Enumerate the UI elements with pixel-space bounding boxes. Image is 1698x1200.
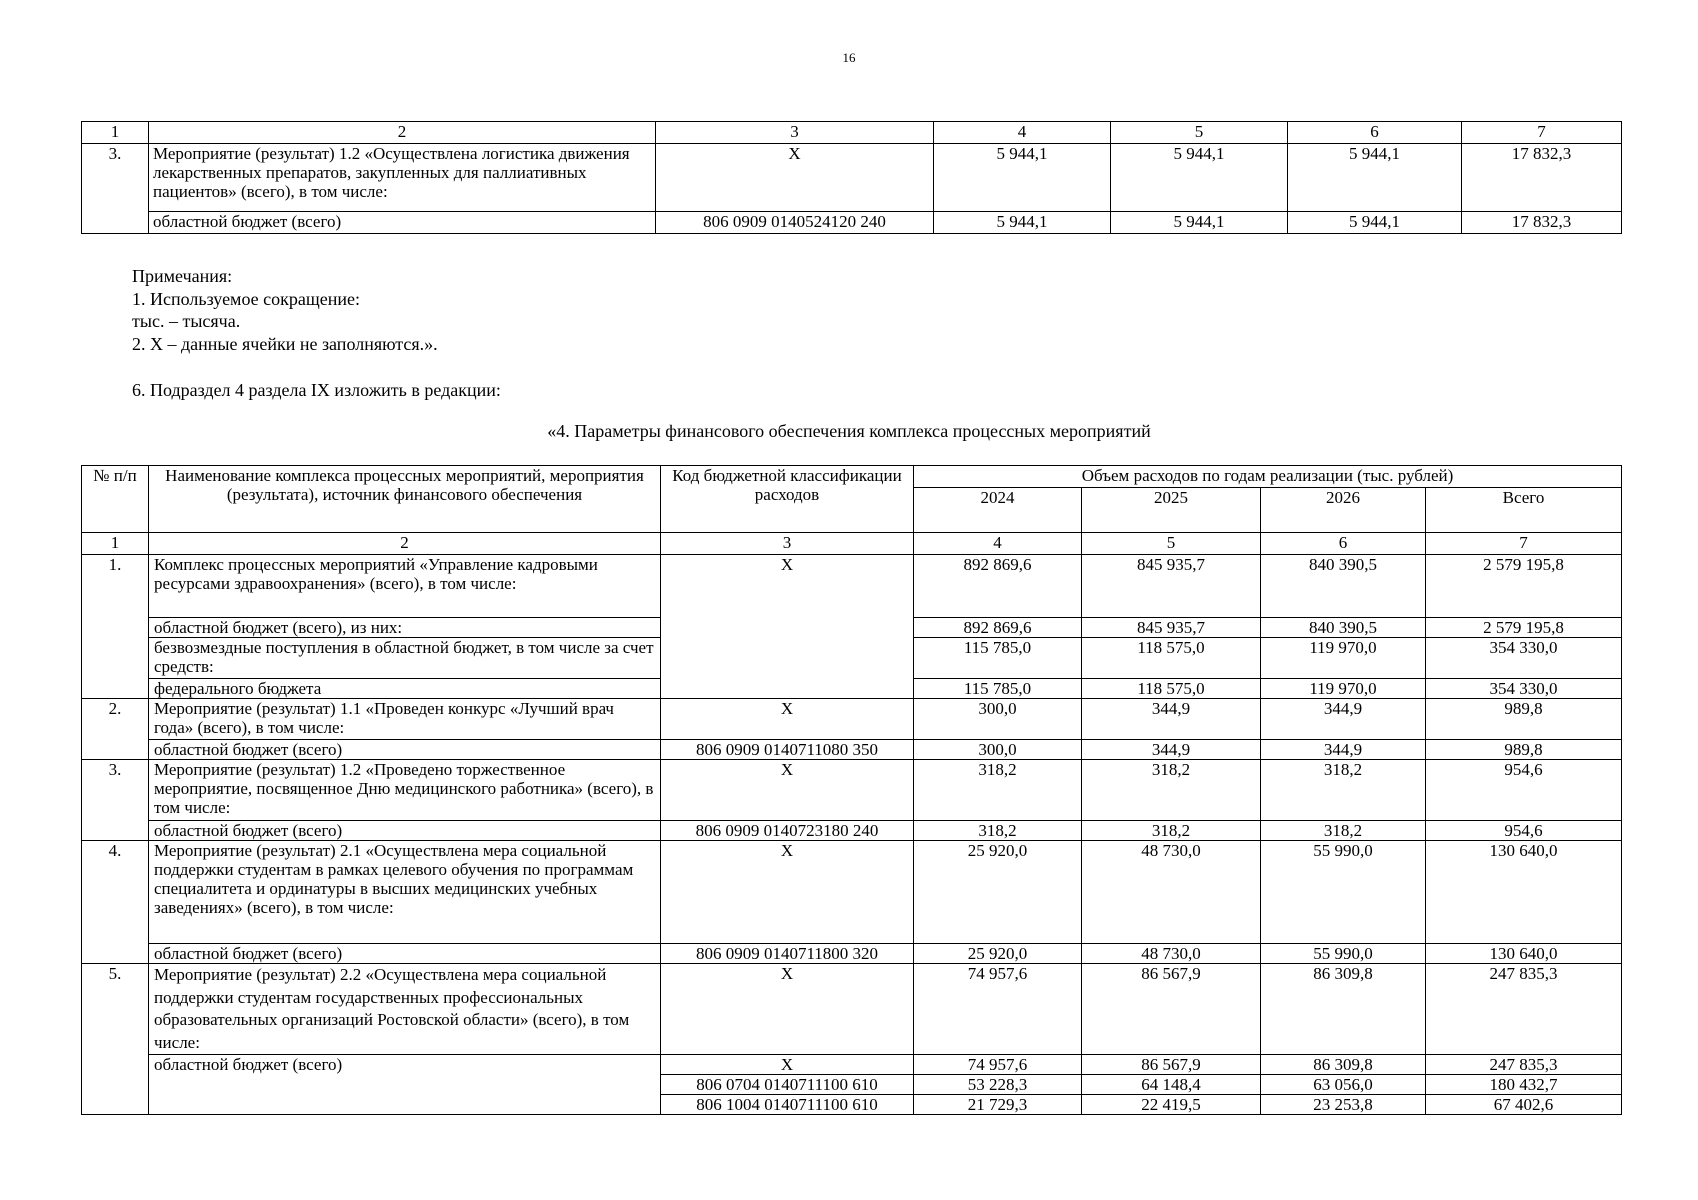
row-2026: 63 056,0 — [1261, 1075, 1426, 1095]
table-row — [82, 144, 1622, 212]
row-number: 4. — [82, 841, 149, 964]
row-2026: 840 390,5 — [1261, 555, 1426, 618]
col-number: 3 — [661, 533, 914, 555]
table-row — [82, 964, 1622, 1055]
row-2025: 318,2 — [1082, 821, 1261, 841]
row-code: X — [661, 964, 914, 1055]
row-name: областной бюджет (всего) — [149, 212, 656, 234]
row-name: Комплекс процессных мероприятий «Управление кадровыми ресурсами здравоохранения» (всего), в том числе: — [149, 555, 661, 618]
notes-title: Примечания: — [132, 266, 233, 286]
table-row — [82, 841, 1622, 944]
instruction-text: 6. Подраздел 4 раздела IX изложить в редакции: — [132, 380, 501, 400]
row-name: безвозмездные поступления в областной бюджет, в том числе за счет средств: — [149, 638, 661, 679]
row-2026: 344,9 — [1261, 740, 1426, 760]
col-number: 7 — [1426, 533, 1622, 555]
row-code: X — [661, 1055, 914, 1075]
row-2026: 86 309,8 — [1261, 1055, 1426, 1075]
row-total: 954,6 — [1426, 760, 1622, 821]
row-code: X — [661, 760, 914, 821]
row-code: 806 0909 0140524120 240 — [656, 212, 934, 234]
row-2024: 25 920,0 — [914, 841, 1082, 944]
continuation-table — [81, 121, 1622, 234]
row-2025: 86 567,9 — [1082, 964, 1261, 1055]
col-number: 1 — [82, 533, 149, 555]
row-total: 247 835,3 — [1426, 964, 1622, 1055]
table-row — [82, 821, 1622, 841]
col-number: 2 — [149, 122, 656, 144]
financing-table — [81, 465, 1622, 1115]
row-code: 806 1004 0140711100 610 — [661, 1095, 914, 1115]
row-number: 5. — [82, 964, 149, 1115]
row-2025: 64 148,4 — [1082, 1075, 1261, 1095]
note-line: тыс. – тысяча. — [132, 311, 241, 331]
table-header-numbers — [82, 533, 1622, 555]
row-code: 806 0909 0140711800 320 — [661, 944, 914, 964]
row-total: 67 402,6 — [1426, 1095, 1622, 1115]
row-total: 17 832,3 — [1462, 212, 1622, 234]
row-2026: 55 990,0 — [1261, 944, 1426, 964]
row-2025: 845 935,7 — [1082, 555, 1261, 618]
header-2026: 2026 — [1261, 488, 1426, 533]
col-number: 3 — [656, 122, 934, 144]
row-2025: 86 567,9 — [1082, 1055, 1261, 1075]
row-code: 806 0909 0140711080 350 — [661, 740, 914, 760]
row-name: областной бюджет (всего) — [149, 1055, 661, 1115]
row-total: 180 432,7 — [1426, 1075, 1622, 1095]
row-total: 989,8 — [1426, 699, 1622, 740]
page-number: 16 — [842, 50, 856, 65]
table-row — [82, 760, 1622, 821]
col-number: 6 — [1288, 122, 1462, 144]
row-name: областной бюджет (всего), из них: — [149, 618, 661, 638]
row-name: федерального бюджета — [149, 679, 661, 699]
row-2024: 21 729,3 — [914, 1095, 1082, 1115]
row-name: Мероприятие (результат) 2.2 «Осуществлена мера социальной поддержки студентам государственных профессиональных образовательных организаций Ростовской области» (всего), в том числе: — [149, 964, 661, 1055]
row-name: Мероприятие (результат) 1.2 «Осуществлена логистика движения лекарственных препаратов, закупленных для паллиативных пациентов» (всего), в том числе: — [149, 144, 656, 212]
row-number: 1. — [82, 555, 149, 699]
note-line: 2. X – данные ячейки не заполняются.». — [132, 333, 438, 354]
row-2026: 86 309,8 — [1261, 964, 1426, 1055]
table-row — [82, 699, 1622, 740]
row-2025: 118 575,0 — [1082, 638, 1261, 679]
col-number: 6 — [1261, 533, 1426, 555]
row-2026: 5 944,1 — [1288, 212, 1462, 234]
row-2024: 318,2 — [914, 760, 1082, 821]
row-2024: 5 944,1 — [934, 212, 1111, 234]
row-code: X — [661, 699, 914, 740]
row-total: 247 835,3 — [1426, 1055, 1622, 1075]
row-total: 989,8 — [1426, 740, 1622, 760]
row-2025: 318,2 — [1082, 760, 1261, 821]
row-code: 806 0704 0140711100 610 — [661, 1075, 914, 1095]
row-2024: 892 869,6 — [914, 618, 1082, 638]
header-total: Всего — [1426, 488, 1622, 533]
col-number: 1 — [82, 122, 149, 144]
row-2025: 344,9 — [1082, 740, 1261, 760]
row-2024: 74 957,6 — [914, 964, 1082, 1055]
row-2024: 300,0 — [914, 699, 1082, 740]
row-2026: 840 390,5 — [1261, 618, 1426, 638]
table-header-numbers — [82, 122, 1622, 144]
row-2024: 318,2 — [914, 821, 1082, 841]
row-2024: 25 920,0 — [914, 944, 1082, 964]
row-2025: 22 419,5 — [1082, 1095, 1261, 1115]
row-name: областной бюджет (всего) — [149, 821, 661, 841]
col-number: 4 — [934, 122, 1111, 144]
row-2024: 892 869,6 — [914, 555, 1082, 618]
table-row — [82, 212, 1622, 234]
row-name: областной бюджет (всего) — [149, 740, 661, 760]
table-row — [82, 1055, 1622, 1075]
row-2026: 344,9 — [1261, 699, 1426, 740]
row-code: X — [656, 144, 934, 212]
table-row — [82, 944, 1622, 964]
notes — [132, 265, 438, 355]
col-number: 4 — [914, 533, 1082, 555]
row-2024: 53 228,3 — [914, 1075, 1082, 1095]
row-2026: 23 253,8 — [1261, 1095, 1426, 1115]
row-2026: 318,2 — [1261, 821, 1426, 841]
table-row — [82, 740, 1622, 760]
header-2025: 2025 — [1082, 488, 1261, 533]
row-2025: 5 944,1 — [1111, 144, 1288, 212]
note-line: 1. Используемое сокращение: — [132, 288, 360, 309]
row-2024: 300,0 — [914, 740, 1082, 760]
row-2024: 74 957,6 — [914, 1055, 1082, 1075]
row-2024: 5 944,1 — [934, 144, 1111, 212]
table-header — [82, 466, 1622, 488]
col-number: 5 — [1111, 122, 1288, 144]
col-number: 2 — [149, 533, 661, 555]
row-name: Мероприятие (результат) 1.1 «Проведен конкурс «Лучший врач года» (всего), в том числе: — [149, 699, 661, 740]
row-2026: 119 970,0 — [1261, 638, 1426, 679]
row-number: 2. — [82, 699, 149, 760]
section-title: «4. Параметры финансового обеспечения комплекса процессных мероприятий — [547, 421, 1151, 441]
row-name: областной бюджет (всего) — [149, 944, 661, 964]
row-code: X — [661, 841, 914, 944]
row-total: 130 640,0 — [1426, 944, 1622, 964]
header-num: № п/п — [82, 466, 149, 533]
row-total: 954,6 — [1426, 821, 1622, 841]
col-number: 7 — [1462, 122, 1622, 144]
row-number: 3. — [82, 144, 149, 234]
row-total: 354 330,0 — [1426, 679, 1622, 699]
row-2025: 48 730,0 — [1082, 841, 1261, 944]
header-code: Код бюджетной классификации расходов — [661, 466, 914, 533]
row-2025: 118 575,0 — [1082, 679, 1261, 699]
row-2026: 55 990,0 — [1261, 841, 1426, 944]
header-name: Наименование комплекса процессных мероприятий, мероприятия (результата), источник финансового обеспечения — [149, 466, 661, 533]
row-code: 806 0909 0140723180 240 — [661, 821, 914, 841]
row-number: 3. — [82, 760, 149, 841]
row-2026: 5 944,1 — [1288, 144, 1462, 212]
row-2025: 845 935,7 — [1082, 618, 1261, 638]
row-2024: 115 785,0 — [914, 679, 1082, 699]
table-row — [82, 555, 1622, 618]
row-2024: 115 785,0 — [914, 638, 1082, 679]
row-2025: 48 730,0 — [1082, 944, 1261, 964]
row-2026: 318,2 — [1261, 760, 1426, 821]
row-total: 17 832,3 — [1462, 144, 1622, 212]
row-code: X — [661, 555, 914, 699]
row-2025: 344,9 — [1082, 699, 1261, 740]
row-2025: 5 944,1 — [1111, 212, 1288, 234]
header-expenses: Объем расходов по годам реализации (тыс. рублей) — [914, 466, 1622, 488]
col-number: 5 — [1082, 533, 1261, 555]
row-name: Мероприятие (результат) 2.1 «Осуществлена мера социальной поддержки студентам в рамках целевого обучения по программам специалитета и ординатуры в высших медицинских учебных заведениях» (всего), в том числе: — [149, 841, 661, 944]
row-name: Мероприятие (результат) 1.2 «Проведено торжественное мероприятие, посвященное Дню медицинского работника» (всего), в том числе: — [149, 760, 661, 821]
row-2026: 119 970,0 — [1261, 679, 1426, 699]
row-total: 130 640,0 — [1426, 841, 1622, 944]
row-total: 2 579 195,8 — [1426, 618, 1622, 638]
row-total: 354 330,0 — [1426, 638, 1622, 679]
header-2024: 2024 — [914, 488, 1082, 533]
row-total: 2 579 195,8 — [1426, 555, 1622, 618]
